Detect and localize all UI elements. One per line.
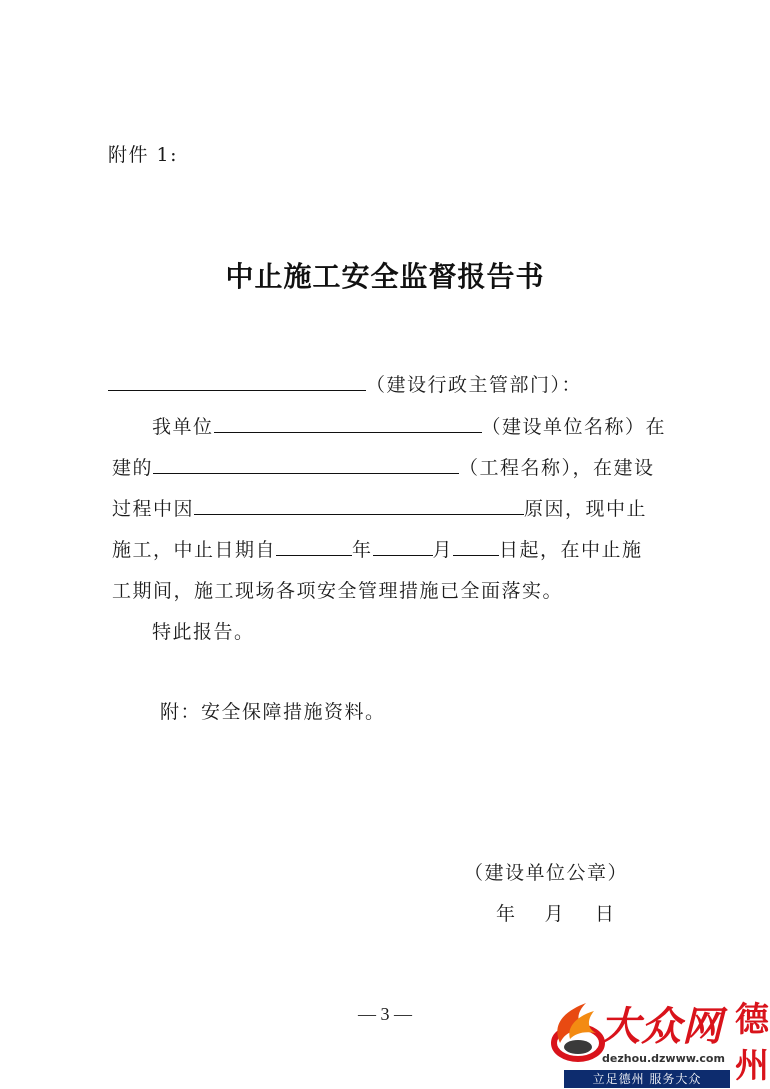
para1-line4 [112, 535, 643, 562]
watermark-site-name: 大众网 [600, 1003, 723, 1050]
line2-prefix: 建的 [112, 457, 154, 479]
month-label: 月 [432, 539, 454, 561]
line1-suffix: （建设单位名称）在 [481, 416, 667, 438]
attachment-label: 附件 1: [108, 144, 179, 166]
day-blank[interactable] [453, 535, 499, 556]
addressee-suffix: （建设行政主管部门）： [366, 374, 583, 396]
date-year: 年 [496, 903, 517, 925]
para1-line3 [112, 494, 647, 521]
year-blank[interactable] [276, 535, 352, 556]
reason-blank[interactable] [194, 494, 524, 515]
date-day: 日 [595, 903, 616, 925]
line4-suffix: 日起，在中止施 [499, 539, 643, 561]
addressee-line [108, 370, 582, 397]
line4-prefix: 施工，中止日期自 [112, 539, 277, 561]
signature-date [496, 899, 616, 926]
appendix-text: 附：安全保障措施资料。 [160, 701, 386, 723]
unit-name-blank[interactable] [214, 412, 482, 433]
addressee-blank[interactable] [108, 370, 366, 391]
watermark-url: dezhou.dzwww.com [602, 1052, 725, 1065]
date-month: 月 [544, 903, 566, 925]
month-blank[interactable] [373, 535, 433, 556]
seal-label: （建设单位公章） [464, 862, 629, 884]
project-name-blank[interactable] [153, 453, 459, 474]
document-title: 中止施工安全监督报告书 [225, 260, 545, 293]
para1-line5: 工期间，施工现场各项安全管理措施已全面落实。 [112, 580, 564, 602]
page-number: — 3 — [358, 1004, 412, 1024]
line3-suffix: 原因，现中止 [524, 498, 648, 520]
closing-text: 特此报告。 [152, 621, 255, 643]
line3-prefix: 过程中因 [112, 498, 195, 520]
watermark-city: 德州 [735, 1000, 769, 1086]
para1-line2 [112, 453, 655, 480]
year-label: 年 [352, 539, 373, 561]
watermark-slogan: 立足德州 服务大众 [564, 1070, 730, 1088]
para1-line1 [152, 412, 666, 439]
line2-suffix: （工程名称），在建设 [459, 457, 655, 479]
line1-prefix: 我单位 [152, 416, 214, 438]
watermark-logo [540, 995, 770, 1089]
